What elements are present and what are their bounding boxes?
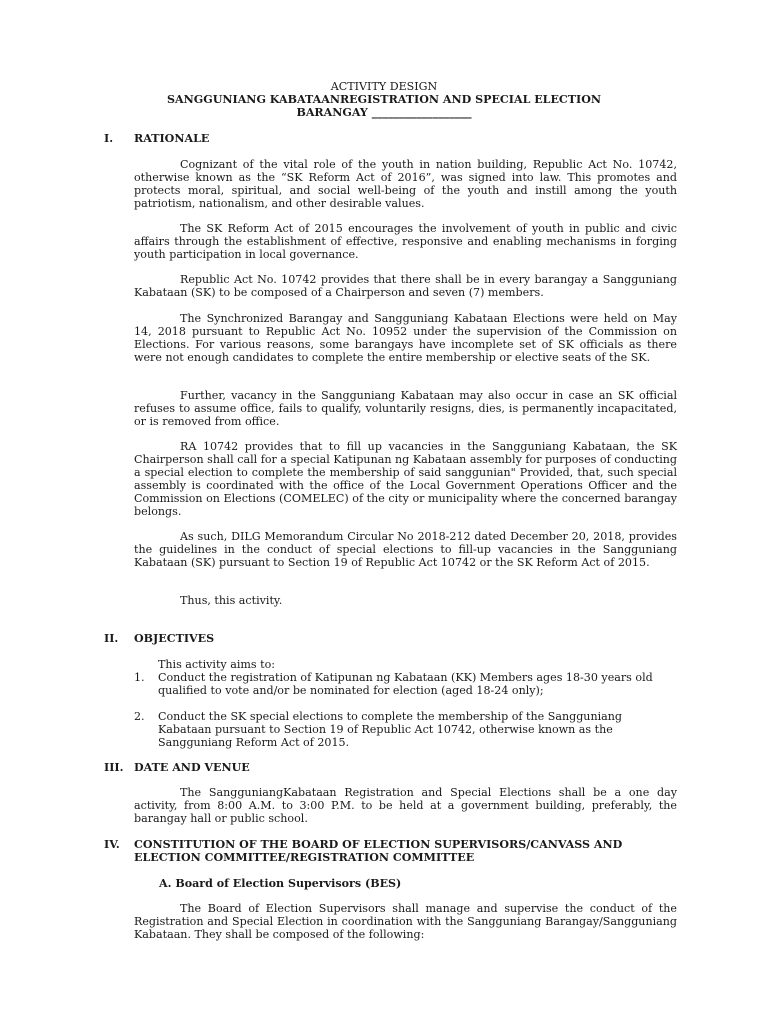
rationale-paragraph-6: RA 10742 provides that to fill up vacancies in the Sangguniang Kabataan, the SK Chairperson shall call for a special Katipunan ng Kabataan assembly for purposes of conducting a special election to complete the membership of said sanggunian" Provided, that, such special assembly is coordinated with the office of the Local Government Operations Officer and the Commission on Elections (COMELEC) of the city or municipality where the concerned barangay belongs.: [134, 440, 677, 519]
objective-number: 1.: [134, 671, 145, 684]
rationale-paragraph-8: Thus, this activity.: [180, 594, 283, 607]
doc-type-heading: ACTIVITY DESIGN: [330, 80, 438, 93]
rationale-paragraph-4: The Synchronized Barangay and Sangguniang Kabataan Elections were held on May 14, 2018 pursuant to Republic Act No. 10952 under the supervision of the Commission on Elections. For various reasons, some barangays have incomplete set of SK officials as there were not enough candidates to complete the entire membership or elective seats of the SK.: [134, 312, 677, 365]
subsection-title-bes: A. Board of Election Supervisors (BES): [159, 877, 402, 890]
section-number-4: IV.: [104, 838, 120, 851]
section-title-constitution-line-2: ELECTION COMMITTEE/REGISTRATION COMMITTEE: [134, 851, 475, 864]
venue-paragraph: The SangguniangKabataan Registration and Special Elections shall be a one day activity, from 8:00 A.M. to 3:00 P.M. to be held at a government building, preferably, the barangay hall or public school.: [134, 786, 677, 826]
section-title-date-venue: DATE AND VENUE: [134, 761, 250, 774]
objective-text: Conduct the registration of Katipunan ng Kabataan (KK) Members ages 18-30 years old qualified to vote and/or be nominated for election (aged 18-24 only);: [158, 671, 653, 698]
doc-title: SANGGUNIANG KABATAANREGISTRATION AND SPECIAL ELECTION: [166, 93, 602, 106]
objective-item: [134, 710, 677, 749]
section-title-objectives: OBJECTIVES: [134, 632, 215, 645]
rationale-paragraph-2: The SK Reform Act of 2015 encourages the involvement of youth in public and civic affairs through the establishment of effective, responsive and enabling mechanisms in forging youth participation in local governance.: [134, 222, 677, 262]
rationale-paragraph-7: As such, DILG Memorandum Circular No 2018-212 dated December 20, 2018, provides the guidelines in the conduct of special elections to fill-up vacancies in the Sangguniang Kabataan (SK) pursuant to Section 19 of Republic Act 10742 or the SK Reform Act of 2015.: [134, 530, 677, 570]
objective-number: 2.: [134, 710, 145, 723]
bes-paragraph: The Board of Election Supervisors shall manage and supervise the conduct of the Registration and Special Election in coordination with the Sangguniang Barangay/Sangguniang Kabataan. They shall be composed of the following:: [134, 902, 677, 942]
section-title-rationale: RATIONALE: [134, 132, 210, 145]
section-title-constitution-line-1: CONSTITUTION OF THE BOARD OF ELECTION SUPERVISORS/CANVASS AND: [134, 838, 623, 851]
objective-item: [134, 671, 677, 697]
rationale-paragraph-1: Cognizant of the vital role of the youth in nation building, Republic Act No. 10742, otherwise known as the “SK Reform Act of 2016”, was signed into law. This promotes and protects moral, spiritual, and social well-being of the youth and instill among the youth patriotism, nationalism, and other desirable values.: [134, 158, 677, 211]
section-number-2: II.: [104, 632, 119, 645]
objectives-intro: This activity aims to:: [158, 658, 275, 671]
rationale-paragraph-5: Further, vacancy in the Sangguniang Kabataan may also occur in case an SK official refuses to assume office, fails to qualify, voluntarily resigns, dies, is permanently incapacitated, or is removed from office.: [134, 389, 677, 429]
section-number-3: III.: [104, 761, 124, 774]
section-number-1: I.: [104, 132, 114, 145]
barangay-line: BARANGAY __________________: [296, 106, 472, 119]
rationale-paragraph-3: Republic Act No. 10742 provides that there shall be in every barangay a Sangguniang Kabataan (SK) to be composed of a Chairperson and seven (7) members.: [134, 273, 677, 300]
objective-text: Conduct the SK special elections to complete the membership of the Sangguniang Kabataan pursuant to Section 19 of Republic Act 10742, otherwise known as the Sangguniang Reform Act of 2015.: [158, 710, 623, 750]
